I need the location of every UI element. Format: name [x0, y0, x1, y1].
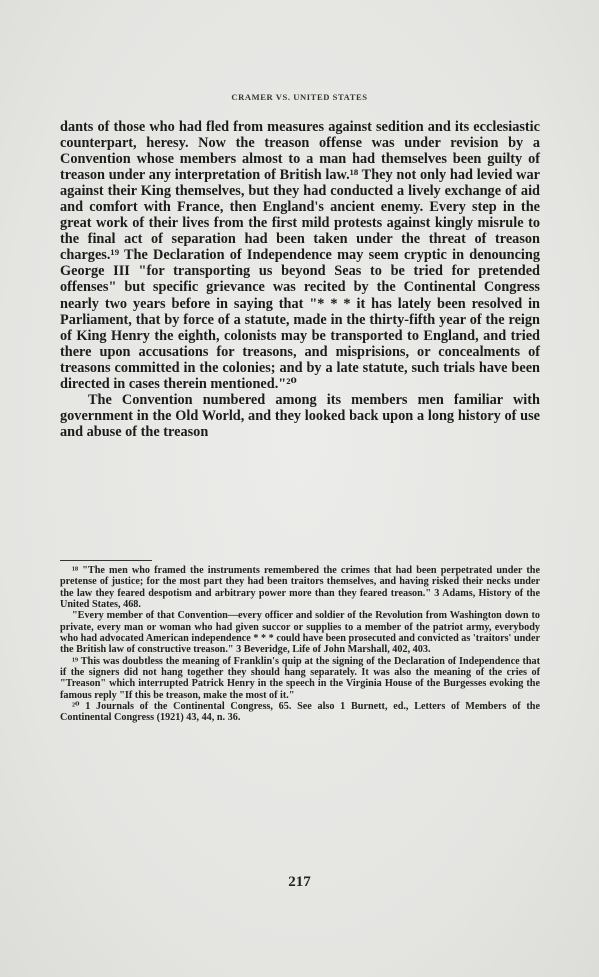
- body-paragraph-1: dants of those who had fled from measures against sedition and its ecclesiastic counterpart, heresy. Now the treason offense was under revision by a Convention whose members almost to a man had themselves been guilty of treason under any interpretation of British law.¹⁸ They not only had levied war against their King themselves, but they had conducted a lively exchange of aid and comfort with France, then England's ancient enemy. Every step in the great work of their lives from the first mild protests against kingly misrule to the final act of separation had been taken under the threat of treason charges.¹⁹ The Declaration of Independence may seem cryptic in denouncing George III "for transporting us beyond Seas to be tried for pretended offenses" but specific grievance was recited by the Continental Congress nearly two years before in saying that "* * * it has lately been resolved in Parliament, that by force of a statute, made in the thirty-fifth year of the reign of King Henry the eighth, colonists may be transported to England, and tried there upon accusations for treasons, and misprisions, or concealments of treasons committed in the colonies; and by a late statute, such trials have been directed in cases therein mentioned."²⁰: [60, 119, 540, 392]
- footnotes: [60, 565, 540, 724]
- footnote-rule: [60, 560, 152, 561]
- footnote-19: ¹⁹ This was doubtless the meaning of Franklin's quip at the signing of the Declaration of Independence that if the signers did not hang together they should hang separately. It was also the meaning of the cries of "Treason" which interrupted Patrick Henry in the speech in the Virginia House of the Burgesses evoking the famous reply "If this be treason, make the most of it.": [60, 655, 540, 701]
- main-text: [60, 119, 540, 440]
- footnote-18-continued: "Every member of that Convention—every officer and soldier of the Revolution from Washington down to private, every man or woman who had given succor or supplies to a member of the patriot army, everybody who had advocated American independence * * * could have been prosecuted and convicted as 'traitors' under the British law of constructive treason." 3 Beveridge, Life of John Marshall, 402, 403.: [60, 610, 540, 656]
- running-header: CRAMER VS. UNITED STATES: [231, 92, 368, 102]
- page-number: 217: [288, 874, 311, 890]
- body-paragraph-2: The Convention numbered among its members men familiar with government in the Old World, and they looked back upon a long history of use and abuse of the treason: [60, 391, 540, 440]
- footnote-20: ²⁰ 1 Journals of the Continental Congress, 65. See also 1 Burnett, ed., Letters of Members of the Continental Congress (1921) 43, 44, n. 36.: [60, 701, 540, 724]
- footnote-18: ¹⁸ "The men who framed the instruments remembered the crimes that had been perpetrated under the pretense of justice; for the most part they had been traitors themselves, and having risked their necks under the law they feared despotism and arbitrary power more than they feared treason." 3 Adams, History of the United States, 468.: [60, 565, 540, 611]
